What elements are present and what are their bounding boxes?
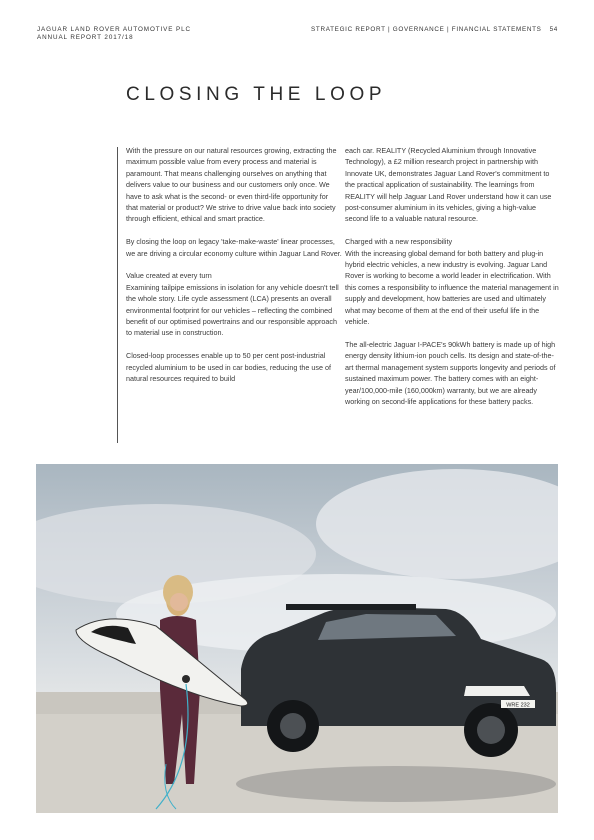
right-paragraph-2: With the increasing global demand for both battery and plug-in hybrid electric vehicles, a new industry is evolving. Jaguar Land Rover is working to become a world leader in electrification. With this comes a responsibility to influence the material management in supply and development, how batteries are used and ultimately what may become of them at the end of their useful life in the vehicle. bbox=[345, 248, 559, 327]
left-paragraph-4: Closed-loop processes enable up to 50 per cent post-industrial recycled aluminium to be used in car bodies, reducing the use of natural resources required to build bbox=[126, 351, 331, 384]
left-paragraph-2: By closing the loop on legacy 'take-make-waste' linear processes, we are driving a circular economy culture within Jaguar Land Rover. bbox=[126, 237, 342, 258]
left-paragraph-3: Examining tailpipe emissions in isolation for any vehicle doesn't tell the whole story. Life cycle assessment (LCA) presents an overall environmental footprint for our vehicles – reflecting the combined benefit of our optimised powertrains and our responsible approach to material use in construction. bbox=[126, 282, 339, 338]
beach-photo bbox=[36, 464, 558, 813]
page-number: 54 bbox=[549, 26, 558, 33]
number-plate: WRE 232 bbox=[506, 702, 530, 709]
right-paragraph-3: The all-electric Jaguar I-PACE's 90kWh battery is made up of high energy density lithium-ion pouch cells. Its design and state-of-the-art thermal management system supports longevity and periods of sustained maximum power. The battery comes with an eight-year/100,000-mile (160,000km) warranty, but we are already working on second-life applications for these battery packs. bbox=[345, 339, 556, 406]
right-column bbox=[345, 145, 559, 419]
photo-illustration bbox=[36, 464, 558, 813]
right-paragraph-1: each car. REALITY (Recycled Aluminium through Innovative Technology), a £2 million research project in partnership with Innovate UK, demonstrates Jaguar Land Rover's commitment to the practical application of sustainability. The learnings from REALITY will help Jaguar Land Rover understand how it can use post-consumer aluminium in its vehicles, giving a high-value second life to a valuable natural resource. bbox=[345, 146, 552, 224]
subheading-value-created: Value created at every turn bbox=[126, 271, 212, 281]
left-column bbox=[126, 145, 342, 396]
header-sections-block bbox=[311, 26, 558, 33]
page-title: CLOSING THE LOOP bbox=[126, 84, 387, 105]
subheading-charged: Charged with a new responsibility bbox=[345, 237, 453, 247]
column-rule bbox=[117, 147, 118, 443]
header-sections: STRATEGIC REPORT | GOVERNANCE | FINANCIAL STATEMENTS bbox=[311, 26, 542, 33]
header-report: ANNUAL REPORT 2017/18 bbox=[37, 34, 134, 41]
header-company: JAGUAR LAND ROVER AUTOMOTIVE PLC bbox=[37, 26, 191, 33]
header-company-block bbox=[37, 26, 191, 42]
left-paragraph-1: With the pressure on our natural resources growing, extracting the maximum possible value from every process and material is paramount. That means challenging ourselves on anything that delivers value to our business and our customers only once. We have to ask what is the second- or even third-life opportunity for that material or product? We strive to drive value back into society through efficient, ethical and smart practice. bbox=[126, 146, 337, 224]
